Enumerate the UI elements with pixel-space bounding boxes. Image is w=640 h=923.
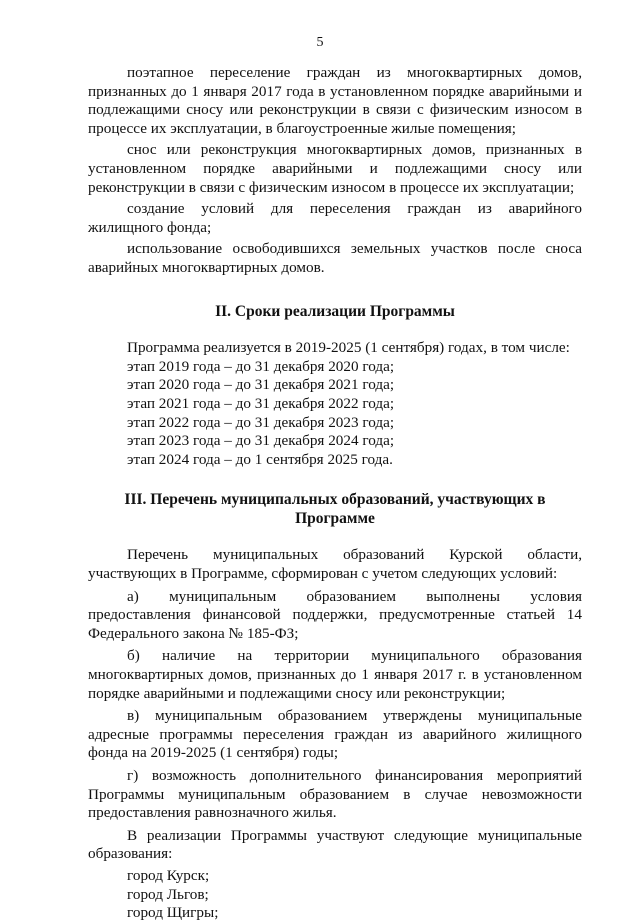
page-number: 5 (316, 35, 324, 50)
list-item: этап 2023 года – до 31 декабря 2024 года; (127, 432, 395, 450)
list-item: этап 2019 года – до 31 декабря 2020 года; (127, 357, 395, 375)
list-item: в) муниципальным образованием утверждены муниципальные адресные программы переселения граждан из аварийного жилищного фонда на 2019-2025 (1 сентября) годы; (88, 707, 582, 762)
list-item: город Курск; (127, 866, 210, 884)
list-item: город Льгов; (127, 885, 209, 903)
paragraph: поэтапное переселение граждан из многоквартирных домов, признанных до 1 января 2017 года в установленном порядке аварийными и подлежащими сносу или реконструкции в связи с физическим износом в процессе их эксплуатации, в благоустроенные жилые помещения; (88, 64, 582, 137)
paragraph: создание условий для переселения граждан из аварийного жилищного фонда; (88, 200, 582, 236)
list-item: этап 2022 года – до 31 декабря 2023 года; (127, 413, 395, 431)
paragraph: снос или реконструкция многоквартирных домов, признанных в установленном порядке аварийными и подлежащими сносу или реконструкции в связи с физическим износом в процессе их эксплуатации; (88, 141, 582, 196)
list-item: этап 2021 года – до 31 декабря 2022 года; (127, 394, 395, 412)
list-item: этап 2024 года – до 1 сентября 2025 года. (127, 450, 393, 468)
list-item: этап 2020 года – до 31 декабря 2021 года; (127, 376, 395, 394)
paragraph: Перечень муниципальных образований Курской области, участвующих в Программе, сформирован с учетом следующих условий: (88, 546, 582, 583)
section-heading-continued: Программе (295, 509, 375, 527)
list-item: а) муниципальным образованием выполнены условия предоставления финансовой поддержки, предусмотренные статьей 14 Федерального закона № 185-ФЗ; (88, 587, 582, 642)
document-body (88, 64, 582, 923)
list-item: город Щигры; (127, 904, 219, 922)
paragraph: В реализации Программы участвуют следующие муниципальные образования: (88, 826, 582, 863)
section-heading: III. Перечень муниципальных образований, участвующих в (124, 491, 546, 509)
paragraph: использование освободившихся земельных участков после сноса аварийных многоквартирных домов. (88, 240, 582, 276)
section-heading: II. Сроки реализации Программы (215, 302, 455, 320)
paragraph: Программа реализуется в 2019-2025 (1 сентября) годах, в том числе: (127, 339, 570, 357)
list-item: б) наличие на территории муниципального образования многоквартирных домов, признанных до 1 января 2017 г. в установленном порядке аварийными и подлежащими сносу или реконструкции; (88, 647, 582, 702)
list-item: г) возможность дополнительного финансирования мероприятий Программы муниципальным образованием в случае невозможности предоставления равнозначного жилья. (88, 767, 582, 822)
